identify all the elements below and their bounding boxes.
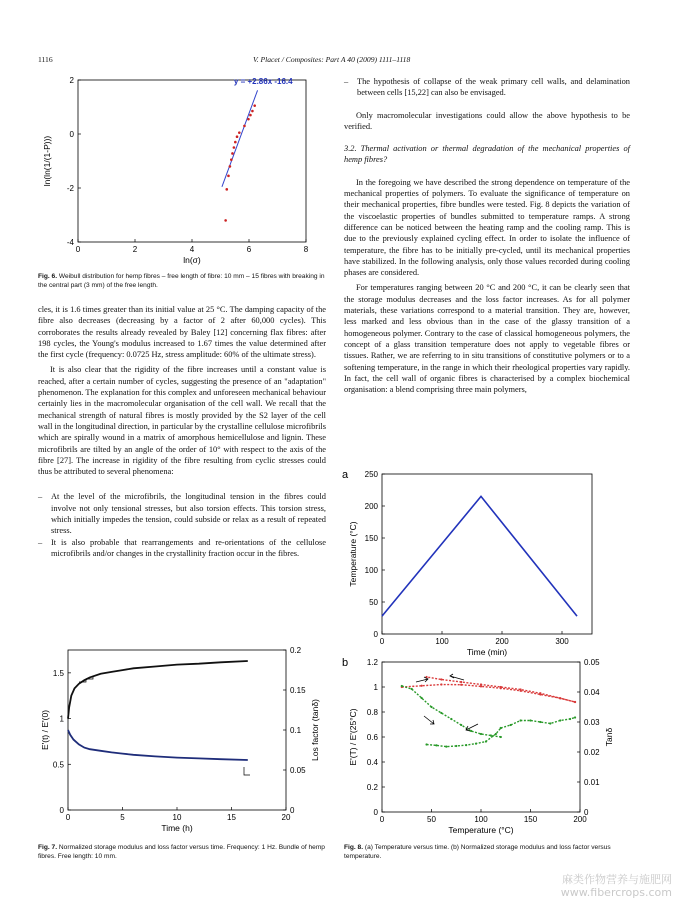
right-paragraph-2: In the foregoing we have described the strong dependence on temperature of the mechanical properties of polymers. To evaluate the significance of temperature on their mechanical properties, fibre bundles were tested. Fig. 8 depicts the variation of the viscoelastic properties of bundles submitted to temperature ramps. A strong difference can be noticed between the heating ramp and the cooling ramp. This is due to the previously explained cycling effect. In order to isolate the influence of temperature, the fibre has to be initially pre-cycled, until its mechanical properties have stabilized. In the following analysis, only those values recorded during cooling phases are considered.	[344, 177, 630, 278]
y-tick-label: 1	[373, 683, 378, 692]
list-item: – At the level of the microfibrils, the longitudinal tension in the fibres could involve not only tensional stresses, but also torsion effects. This torsion stress, which initially impedes the tension, could subside or relax as a result of repeated stress.	[38, 491, 326, 536]
data-point	[227, 175, 230, 178]
x-tick-label: 50	[427, 815, 436, 824]
fig6-caption-label: Fig. 6.	[38, 273, 58, 280]
data-point	[238, 131, 241, 134]
series-point	[520, 688, 522, 690]
panel-label-b: b	[342, 657, 349, 669]
series-point	[559, 697, 561, 699]
right-list	[344, 76, 630, 99]
data-point	[243, 125, 246, 128]
fig8-caption	[344, 843, 630, 861]
fig7-caption	[38, 843, 328, 861]
series-point	[480, 685, 482, 687]
x-tick-label: 200	[573, 815, 587, 824]
series-point	[411, 688, 413, 690]
data-point	[229, 165, 232, 168]
series-point	[440, 683, 442, 685]
watermark	[561, 873, 672, 899]
x-tick-label: 0	[75, 245, 81, 254]
fig8b-chart	[344, 652, 634, 838]
y-tick-label: 1	[59, 714, 64, 724]
fig6-caption-text: Weibull distribution for hemp fibres – free length of fibre: 10 mm – 15 fibres with breaking in the central part (3 mm) of the free length.	[38, 273, 325, 289]
fig6-chart	[38, 70, 318, 270]
y2-tick-label: 0.15	[290, 686, 306, 695]
y-tick-label: 0.4	[366, 758, 378, 767]
x-tick-label: 200	[495, 637, 509, 646]
data-point	[253, 104, 256, 107]
fig7-caption-text: Normalized storage modulus and loss factor versus time. Frequency: 1 Hz. Bundle of hemp fibres. Free length: 10 mm.	[38, 844, 325, 860]
series-point	[559, 719, 561, 721]
y-tick-label: 200	[364, 502, 378, 511]
fit-line	[222, 90, 258, 187]
series-point	[425, 743, 427, 745]
y-tick-label: 0	[373, 808, 378, 817]
x-tick-label: 5	[120, 813, 125, 822]
data-point	[231, 152, 234, 155]
series-point	[539, 721, 541, 723]
y2-tick-label: 0	[290, 806, 295, 815]
series-point	[495, 733, 497, 735]
series-line-0	[382, 496, 577, 616]
series-point	[549, 722, 551, 724]
fig8a-chart	[342, 466, 630, 657]
fig7-caption-label: Fig. 7.	[38, 844, 58, 851]
series-point	[485, 740, 487, 742]
plot-frame	[382, 474, 592, 634]
y-tick-label: 0.6	[366, 733, 378, 742]
series-point	[445, 746, 447, 748]
series-point	[430, 706, 432, 708]
x-tick-label: 2	[132, 245, 138, 254]
x-tick-label: 0	[379, 815, 385, 824]
section-title: 3.2. Thermal activation or thermal degradation of the mechanical properties of hemp fibres?	[344, 144, 630, 165]
data-point	[225, 188, 228, 191]
series-point	[450, 718, 452, 720]
y-tick-label: 1.2	[366, 658, 378, 667]
series-point	[421, 697, 423, 699]
y2-axis-label: Tanδ	[604, 727, 614, 747]
y-tick-label: 100	[364, 566, 378, 575]
series-point	[465, 744, 467, 746]
running-title: V. Placet / Composites: Part A 40 (2009) 1111–1118	[253, 55, 411, 64]
series-line-1	[68, 730, 248, 760]
data-point	[233, 146, 236, 149]
list-item: – The hypothesis of collapse of the weak primary cell walls, and delamination between cells [15,22] can also be envisaged.	[344, 76, 630, 99]
series-point	[435, 744, 437, 746]
series-point	[440, 678, 442, 680]
data-point	[234, 141, 237, 144]
series-point	[455, 745, 457, 747]
series-point	[460, 681, 462, 683]
series-point	[529, 719, 531, 721]
series-point	[574, 716, 576, 718]
left-column	[38, 304, 326, 559]
y-axis-label: ln(ln(1/(1-P)))	[42, 135, 52, 187]
y2-tick-label: 0.02	[584, 748, 600, 757]
series-point	[500, 727, 502, 729]
y-tick-label: 250	[364, 470, 378, 479]
series-point	[460, 684, 462, 686]
panel-label-a: a	[342, 469, 349, 481]
y2-tick-label: 0.1	[290, 726, 302, 735]
series-line-0	[402, 685, 575, 703]
x-tick-label: 8	[303, 245, 309, 254]
y2-axis-label: Los factor (tanδ)	[310, 699, 320, 761]
data-point	[236, 135, 239, 138]
x-axis-label: ln(σ)	[183, 255, 201, 265]
fit-equation: y = +2.86x -16.4	[233, 77, 293, 87]
x-tick-label: 150	[523, 815, 538, 824]
y-tick-label: 0.5	[52, 760, 64, 770]
x-tick-label: 100	[474, 815, 488, 824]
data-point	[224, 219, 227, 222]
right-column	[344, 76, 630, 395]
data-point	[251, 110, 254, 113]
x-tick-label: 6	[246, 245, 252, 254]
data-point	[247, 118, 250, 121]
left-paragraph-2: It is also clear that the rigidity of the fibre increases until a constant value is reached, after a certain number of cycles, suggesting the presence of an "adaptation" phenomenon. The explanation for this complex and unforeseen mechanical behaviour certainly lies in the macromolecular organisation of the cell wall. We recall that the mechanical strength of natural fibres is mostly provided by the S2 layer of the cell wall in the longitudinal direction, in particular by the crystalline cellulose microfibrils which are spirally wound in a matrix of amorphous hemicellulose and lignin. These microfibrils are tilted by an angle of the order of 10° with respect to the axis of the fibre [27]. The increase in rigidity of the fibre resulting from cyclic stresses could thus be attributed to several phenomena:	[38, 365, 326, 477]
y-axis-label: E'(T) / E'(25°C)	[348, 708, 358, 766]
series-line-1	[427, 677, 575, 702]
series-point	[500, 686, 502, 688]
page-number: 1116	[38, 55, 53, 64]
series-point	[440, 712, 442, 714]
series-point	[569, 718, 571, 720]
series-line-4	[427, 728, 501, 747]
heating-arrow	[416, 677, 428, 682]
y2-tick-label: 0.03	[584, 718, 600, 727]
data-point	[249, 114, 252, 117]
y-tick-label: -2	[66, 184, 74, 193]
x-tick-label: 0	[379, 637, 385, 646]
x-tick-label: 4	[189, 245, 195, 254]
series-point	[470, 730, 472, 732]
fig8-caption-text: (a) Temperature versus time. (b) Normalized storage modulus and loss factor versus temperature.	[344, 844, 611, 860]
plot-frame	[78, 80, 306, 242]
series-point	[480, 683, 482, 685]
series-point	[574, 701, 576, 703]
series-point	[480, 733, 482, 735]
tan-cooling-arrow	[466, 724, 478, 731]
right-paragraph-1: Only macromolecular investigations could allow the above hypothesis to be verified.	[344, 110, 630, 131]
right-paragraph-3: For temperatures ranging between 20 °C and 200 °C, it can be clearly seen that the storage modulus decreases and the loss factor increases. As for all polymer materials, these variations correspond to a material transition. They are, however, less marked and less obvious than in the case of the glassy transition of a homogeneous polymer. Contrary to the case of classical homogeneous polymers, the concept of a glass transition temperature does not apply to vegetable fibres or tissues. Rather, we are referring to in situ transitions of constitutive polymers or to a softening temperature, in the range in which their rheological properties vary rapidly. In fact, the cell wall of organic fibres is characterised by a complex biochemical organisation: a blend comprising three main polymers,	[344, 283, 630, 395]
x-tick-label: 300	[555, 637, 569, 646]
x-tick-label: 15	[227, 813, 236, 822]
data-point	[230, 158, 233, 161]
right-axis-marker	[244, 767, 250, 775]
y-tick-label: 1.5	[52, 668, 64, 678]
fig7-chart	[38, 642, 323, 838]
series-line-0	[68, 661, 248, 719]
fig8-caption-label: Fig. 8.	[344, 844, 364, 851]
x-tick-label: 20	[281, 813, 291, 822]
y-axis-label: Temperature (°C)	[348, 521, 358, 587]
x-tick-label: 10	[172, 813, 182, 822]
series-line-2	[402, 686, 501, 737]
y-tick-label: 2	[69, 76, 74, 85]
x-tick-label: 0	[65, 813, 71, 822]
y2-tick-label: 0.05	[584, 658, 600, 667]
y-tick-label: 0.2	[366, 783, 378, 792]
y-tick-label: 0	[59, 806, 64, 815]
series-point	[475, 743, 477, 745]
series-point	[520, 719, 522, 721]
y-tick-label: -4	[66, 238, 74, 247]
series-line-3	[501, 718, 575, 729]
y-tick-label: 0.8	[366, 708, 378, 717]
watermark-line-2: www.fibercrops.com	[560, 886, 672, 899]
series-point	[401, 685, 403, 687]
fig6-caption	[38, 272, 328, 290]
y2-tick-label: 0.05	[290, 766, 306, 775]
tan-heating-arrow	[424, 716, 434, 724]
cooling-arrow	[450, 674, 464, 680]
left-paragraph-1: cles, it is 1.6 times greater than its initial value at 25 °C. The damping capacity of the fibre also decreases (decreasing by a factor of 2 after 60,000 cycles). This corroborates the results already revealed by Baley [12] concerning flax fibres: after 198 cycles, the Young's modulus increased to 1.67 times the value determined after the first cycle (frequency: 0.0725 Hz, stress amplitude: 60% of the ultimate stress).	[38, 305, 326, 360]
x-axis-label: Time (min)	[466, 647, 508, 657]
y-tick-label: 150	[364, 534, 378, 543]
y2-tick-label: 0.01	[584, 778, 600, 787]
list-item: – It is also probable that rearrangements and re-orientations of the cellulose microfibrils and/or changes in the crystallinity fraction occur in the fibres.	[38, 537, 326, 560]
series-point	[500, 736, 502, 738]
y2-tick-label: 0.2	[290, 646, 302, 655]
series-point	[460, 724, 462, 726]
x-axis-label: Time (h)	[161, 823, 193, 833]
x-axis-label: Temperature (°C)	[448, 825, 514, 835]
series-point	[421, 685, 423, 687]
y-tick-label: 50	[369, 598, 378, 607]
watermark-line-1: 麻类作物营养与施肥网	[562, 873, 672, 886]
left-list	[38, 491, 326, 559]
y-axis-label: E'(t) / E'(0)	[40, 709, 50, 751]
series-point	[539, 692, 541, 694]
y2-tick-label: 0.04	[584, 688, 600, 697]
y2-tick-label: 0	[584, 808, 589, 817]
y-tick-label: 0	[69, 130, 74, 139]
series-point	[510, 724, 512, 726]
x-tick-label: 100	[435, 637, 449, 646]
y-tick-label: 0	[373, 630, 378, 639]
